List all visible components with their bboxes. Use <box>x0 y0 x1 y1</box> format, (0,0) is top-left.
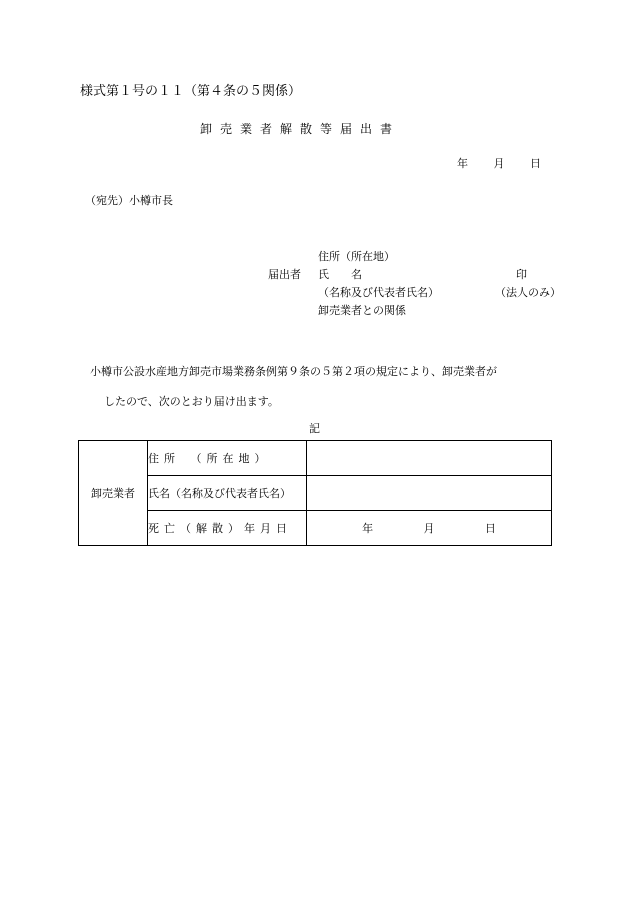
date-day: 日 <box>530 157 541 170</box>
body-text-line-1: 小樽市公設水産地方卸売市場業務条例第９条の５第２項の規定により、卸売業者が <box>90 365 497 378</box>
name-field[interactable] <box>307 476 552 511</box>
applicant-name-label: 氏 名 <box>318 268 362 281</box>
body-text-line-2: したので、次のとおり届け出ます。 <box>104 395 279 408</box>
death-dissolution-date-field[interactable] <box>307 511 552 546</box>
death-dissolution-date-label: 死亡（解散）年月日 <box>148 511 307 546</box>
row-header-wholesaler: 卸売業者 <box>79 441 148 546</box>
form-number: 様式第１号の１１（第４条の５関係） <box>80 84 302 99</box>
date-month: 月 <box>493 157 505 170</box>
table-row <box>79 441 552 476</box>
document-title: 卸売業者解散等届出書 <box>200 122 401 136</box>
table-date-day: 日 <box>484 522 496 535</box>
record-table <box>78 440 552 546</box>
table-date-year: 年 <box>362 522 374 535</box>
seal-mark: 印 <box>516 268 527 281</box>
date-year: 年 <box>457 157 468 170</box>
addressee: （宛先）小樽市長 <box>85 194 173 207</box>
date-line <box>457 155 541 171</box>
applicant-name-sub: （名称及び代表者氏名） <box>318 286 439 299</box>
table-row <box>79 476 552 511</box>
corporate-only-note: （法人のみ） <box>495 286 561 299</box>
applicant-label: 届出者 <box>268 268 301 281</box>
applicant-address-label: 住所（所在地） <box>318 250 395 263</box>
ki-label: 記 <box>309 422 320 435</box>
address-label: 住所 （所在地） <box>148 441 307 476</box>
table-row <box>79 511 552 546</box>
applicant-relation-label: 卸売業者との関係 <box>318 304 406 317</box>
address-field[interactable] <box>307 441 552 476</box>
table-date-month: 月 <box>423 522 435 535</box>
name-label: 氏名（名称及び代表者氏名） <box>148 476 307 511</box>
